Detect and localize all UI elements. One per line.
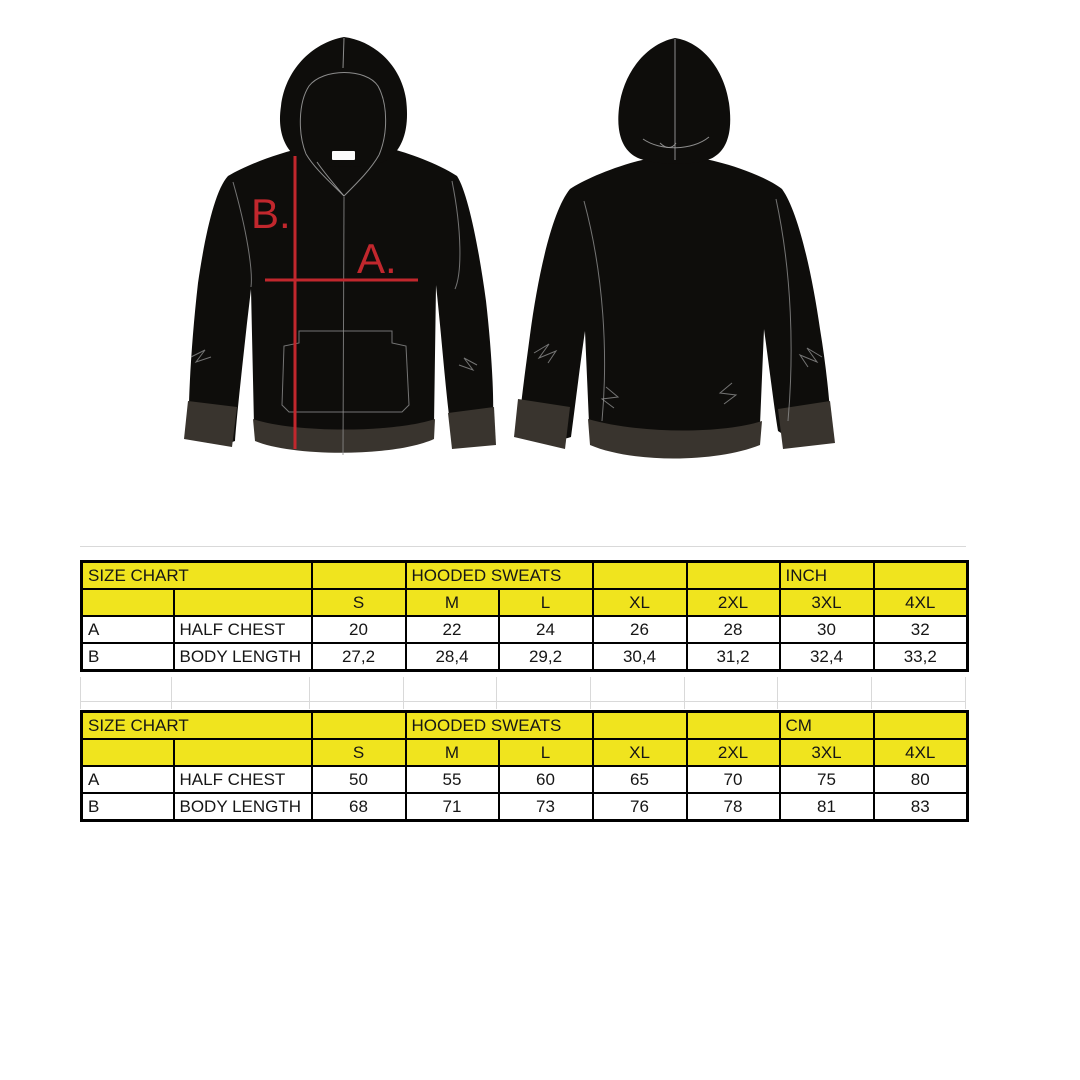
size-header: XL [593, 739, 687, 766]
blank-cell [312, 712, 406, 740]
blank-cell [874, 712, 968, 740]
row-code: A [82, 616, 174, 643]
front-right-cuff [448, 407, 496, 449]
size-chart-title: SIZE CHART [82, 562, 312, 590]
blank-cell [312, 562, 406, 590]
blank-cell [593, 562, 687, 590]
hoodie-back-illustration [510, 35, 850, 465]
size-table-cm [80, 710, 969, 822]
back-body-shape [519, 157, 831, 440]
size-header: XL [593, 589, 687, 616]
value-cell: 50 [312, 766, 406, 793]
value-cell: 32,4 [780, 643, 874, 671]
blank-cell [874, 562, 968, 590]
back-right-cuff [778, 401, 835, 449]
size-header: 2XL [687, 589, 780, 616]
value-cell: 78 [687, 793, 780, 821]
blank-cell [174, 739, 312, 766]
value-cell: 27,2 [312, 643, 406, 671]
table-row [82, 616, 968, 643]
value-cell: 71 [406, 793, 499, 821]
spreadsheet-grid-gap [80, 677, 966, 709]
blank-cell [593, 712, 687, 740]
size-header: L [499, 589, 593, 616]
row-code: B [82, 643, 174, 671]
blank-cell [174, 589, 312, 616]
value-cell: 24 [499, 616, 593, 643]
neck-tag [332, 151, 355, 160]
value-cell: 30,4 [593, 643, 687, 671]
table-header-row [82, 562, 968, 590]
measurement-label-a: A. [357, 235, 397, 282]
hoodie-front-illustration [165, 35, 505, 465]
size-header: M [406, 589, 499, 616]
size-header: S [312, 739, 406, 766]
value-cell: 73 [499, 793, 593, 821]
size-header: S [312, 589, 406, 616]
size-header: 4XL [874, 739, 968, 766]
row-label: BODY LENGTH [174, 793, 312, 821]
value-cell: 30 [780, 616, 874, 643]
value-cell: 83 [874, 793, 968, 821]
size-chart-title: SIZE CHART [82, 712, 312, 740]
product-title: HOODED SWEATS [406, 712, 593, 740]
value-cell: 55 [406, 766, 499, 793]
table-sizes-row [82, 739, 968, 766]
row-code: A [82, 766, 174, 793]
value-cell: 76 [593, 793, 687, 821]
spreadsheet-gridline [80, 546, 966, 547]
front-left-cuff [184, 401, 237, 447]
size-header: 3XL [780, 589, 874, 616]
row-label: BODY LENGTH [174, 643, 312, 671]
measurement-label-b: B. [251, 190, 291, 237]
value-cell: 28 [687, 616, 780, 643]
value-cell: 33,2 [874, 643, 968, 671]
blank-cell [82, 739, 174, 766]
blank-cell [687, 562, 780, 590]
unit-label: CM [780, 712, 874, 740]
value-cell: 26 [593, 616, 687, 643]
table-row [82, 643, 968, 671]
row-code: B [82, 793, 174, 821]
size-table-inch [80, 560, 969, 672]
size-header: 2XL [687, 739, 780, 766]
value-cell: 22 [406, 616, 499, 643]
table-row [82, 793, 968, 821]
size-header: 3XL [780, 739, 874, 766]
value-cell: 28,4 [406, 643, 499, 671]
product-title: HOODED SWEATS [406, 562, 593, 590]
unit-label: INCH [780, 562, 874, 590]
value-cell: 60 [499, 766, 593, 793]
value-cell: 31,2 [687, 643, 780, 671]
blank-cell [82, 589, 174, 616]
size-header: M [406, 739, 499, 766]
blank-cell [687, 712, 780, 740]
value-cell: 75 [780, 766, 874, 793]
size-header: L [499, 739, 593, 766]
value-cell: 32 [874, 616, 968, 643]
value-cell: 81 [780, 793, 874, 821]
value-cell: 20 [312, 616, 406, 643]
size-header: 4XL [874, 589, 968, 616]
table-sizes-row [82, 589, 968, 616]
row-label: HALF CHEST [174, 766, 312, 793]
value-cell: 68 [312, 793, 406, 821]
value-cell: 29,2 [499, 643, 593, 671]
value-cell: 65 [593, 766, 687, 793]
row-label: HALF CHEST [174, 616, 312, 643]
table-row [82, 766, 968, 793]
table-header-row [82, 712, 968, 740]
value-cell: 70 [687, 766, 780, 793]
back-left-cuff [514, 399, 570, 449]
value-cell: 80 [874, 766, 968, 793]
